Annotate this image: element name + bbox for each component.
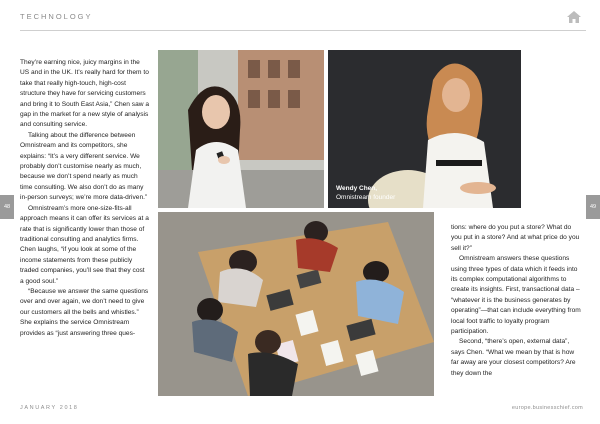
- paragraph: Omnistream answers these questions using three types of data which it feeds into its complex computational algorithms to create its insights. First, transactional data – “whatever it is the business generates by operating”—that can include everything from local foot traffic to loyalty program participation.: [451, 255, 581, 336]
- footer-url[interactable]: europe.businesschief.com: [511, 405, 583, 411]
- right-text-column: [451, 223, 583, 379]
- footer-date: JANUARY 2018: [20, 405, 79, 411]
- street-photo: [158, 50, 324, 208]
- paragraph: tions: where do you put a store? What do you put in a store? And at what price do you sell it?”: [451, 224, 580, 252]
- paragraph: They’re earning nice, juicy margins in the US and in the UK. It’s really hard for them to take that really high-touch, high-cost structure they have for servicing customers and bring it to South East Asia,” Chen saw a gap in the market for a new style of analysis and consulting service.: [20, 59, 150, 129]
- home-icon[interactable]: [566, 10, 582, 24]
- section-title: TECHNOLOGY: [20, 12, 93, 21]
- paragraph: “Because we answer the same questions over and over again, we don’t need to give our customers all the bells and whistles.” She explains the service Omnistream provides as “just answering three ques-: [20, 287, 149, 337]
- page-number-right: 49: [586, 195, 600, 219]
- portrait-photo: [328, 50, 521, 208]
- caption-name: Wendy Chen,: [336, 185, 378, 192]
- paragraph: Talking about the difference between Omnistream and its competitors, she explains: “It’s a very different service. We probably don’t customise nearly as much, because we don’t spend nearly as much time consulting. We also don’t do as many in-person surveys; we’re more data-driven.”: [20, 131, 148, 202]
- page-header: [20, 8, 586, 31]
- page-number-left: 48: [0, 195, 14, 219]
- paragraph: Omnistream’s more one-size-fits-all approach means it can offer its services at a rate that is significantly lower than those of traditional consulting and analytics firms. Chen laughs, “if you look at some of the income statements from these publicly traded companies, you’ll see that they cost a good soul.”: [20, 204, 149, 285]
- caption-title: Omnistream founder: [336, 193, 396, 201]
- meeting-photo: [158, 212, 434, 396]
- street-photo-illustration: [158, 50, 324, 208]
- left-text-column: [20, 58, 150, 339]
- photo-caption: [336, 185, 395, 202]
- meeting-illustration: [158, 212, 434, 396]
- paragraph: Second, “there’s open, external data”, says Chen. “What we mean by that is how far away are your closest competitors? Are they down the: [451, 338, 576, 377]
